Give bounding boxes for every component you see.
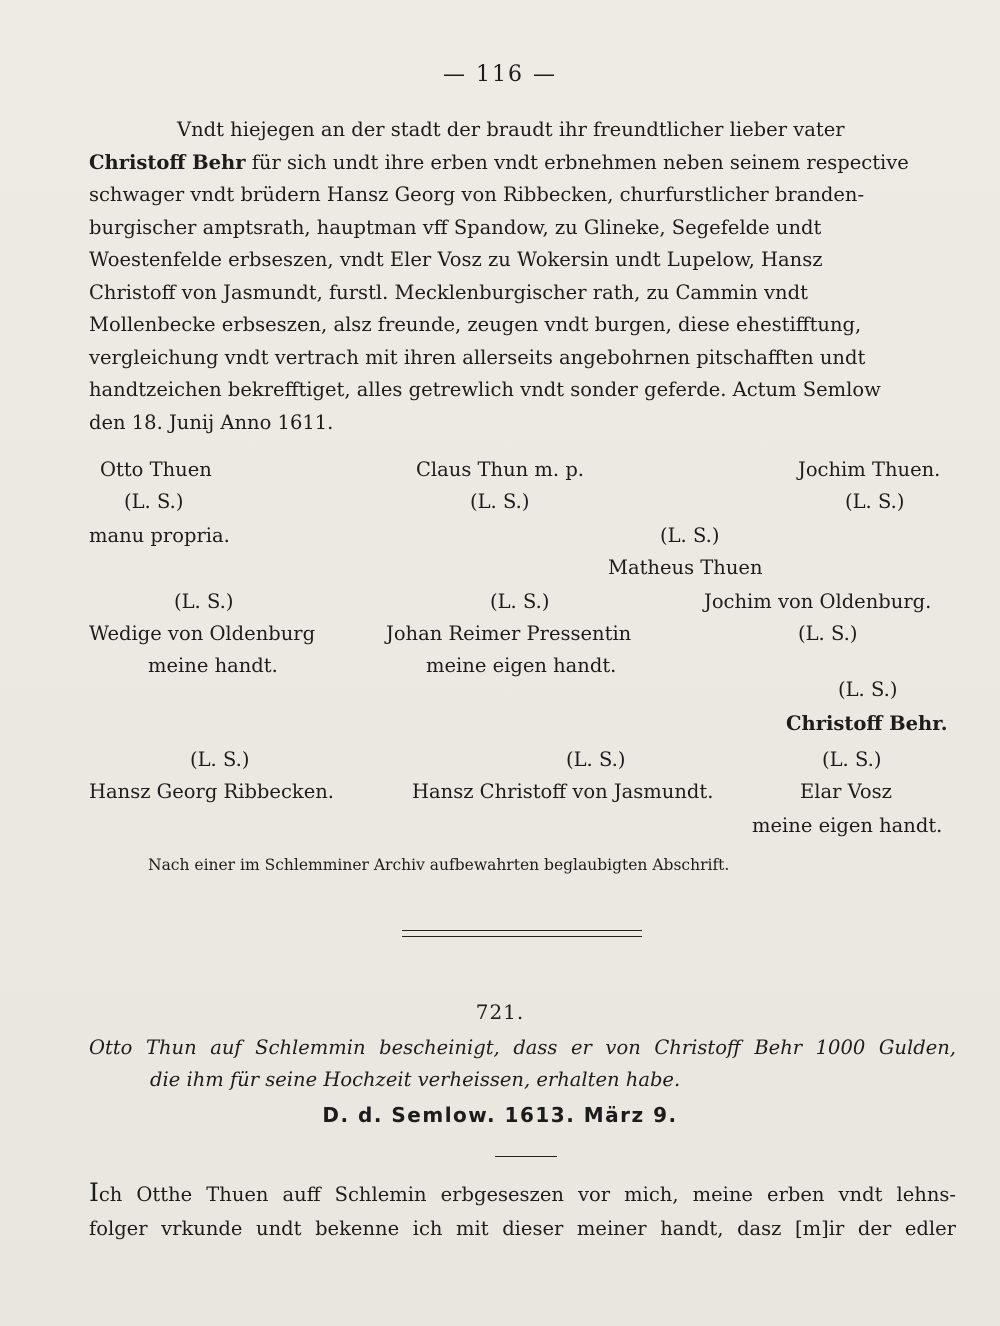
signature-jochim-oldenburg-name: Jochim von Oldenburg. (704, 590, 932, 613)
summary-line-2: die ihm für seine Hochzeit verheissen, erhalten habe. (150, 1068, 681, 1091)
paragraph-line-4: burgischer amptsrath, hauptman vff Spandow, zu Glineke, Segefelde undt (89, 215, 822, 239)
charter-paragraph (89, 114, 956, 439)
section-divider (402, 930, 642, 937)
signature-elar-note: meine eigen handt. (752, 814, 943, 837)
page-number: — 116 — (443, 62, 557, 87)
signature-behr-name: Christoff Behr. (786, 712, 948, 735)
signature-jochim-seal: (L. S.) (845, 490, 905, 513)
short-divider (495, 1156, 557, 1157)
signature-claus-name: Claus Thun m. p. (416, 458, 584, 481)
signature-claus-seal: (L. S.) (470, 490, 530, 513)
signature-johan-seal: (L. S.) (490, 590, 550, 613)
paragraph-line-2: Christoff Behr für sich undt ihre erben vndt erbnehmen neben seinem respective (89, 150, 909, 174)
paragraph-line-3: schwager vndt brüdern Hansz Georg von Ribbecken, churfurstlicher branden- (89, 183, 865, 206)
document-body (89, 1176, 956, 1246)
signature-otto-note: manu propria. (89, 524, 230, 547)
signature-matheus-seal: (L. S.) (660, 524, 720, 547)
paragraph-line-6: Christoff von Jasmundt, furstl. Mecklenburgischer rath, zu Cammin vndt (89, 280, 808, 304)
source-note: Nach einer im Schlemminer Archiv aufbewahrten beglaubigten Abschrift. (148, 856, 730, 874)
signature-elar-name: Elar Vosz (800, 780, 892, 803)
signature-hansz-christoff-name: Hansz Christoff von Jasmundt. (412, 780, 714, 803)
paragraph-line-7: Mollenbecke erbseszen, alsz freunde, zeugen vndt burgen, diese ehestifftung, (89, 313, 862, 336)
paragraph-line-10: den 18. Junij Anno 1611. (89, 410, 334, 434)
summary-line-1: Otto Thun auf Schlemmin bescheinigt, dass er von Christoff Behr 1000 Gulden, (89, 1036, 956, 1059)
signature-hansz-georg-seal: (L. S.) (190, 748, 250, 771)
body-line-1: Ich Otthe Thuen auff Schlemin erbgeseszen vor mich, meine erben vndt lehns- (89, 1178, 956, 1207)
signature-jochim-oldenburg-seal: (L. S.) (798, 622, 858, 645)
initial-letter: I (89, 1178, 99, 1207)
paragraph-line-5: Woestenfelde erbseszen, vndt Eler Vosz zu Wokersin undt Lupelow, Hansz (89, 248, 823, 271)
signature-hansz-georg-name: Hansz Georg Ribbecken. (89, 780, 334, 803)
signature-wedige-name: Wedige von Oldenburg (89, 622, 316, 645)
bold-name: Christoff Behr (89, 150, 246, 174)
signature-johan-name: Johan Reimer Pressentin (386, 622, 632, 645)
body-line-2: folger vrkunde undt bekenne ich mit dieser meiner handt, dasz [m]ir der edler (89, 1217, 956, 1240)
signature-jochim-name: Jochim Thuen. (798, 458, 941, 481)
signature-behr-seal: (L. S.) (838, 678, 898, 701)
paragraph-line-9: handtzeichen bekrefftiget, alles getrewlich vndt sonder geferde. Actum Semlow (89, 378, 881, 401)
signature-matheus-name: Matheus Thuen (608, 556, 763, 579)
signature-johan-note: meine eigen handt. (426, 654, 617, 677)
signature-otto-name: Otto Thuen (100, 458, 212, 481)
paragraph-line-1: Vndt hiejegen an der stadt der braudt ihr freundtlicher lieber vater (177, 118, 845, 141)
document-number: 721. (475, 1000, 525, 1024)
paragraph-line-8: vergleichung vndt vertrach mit ihren allerseits angebohrnen pitschafften undt (89, 345, 866, 369)
signature-elar-seal: (L. S.) (822, 748, 882, 771)
signature-wedige-note: meine handt. (148, 654, 278, 677)
signature-wedige-seal: (L. S.) (174, 590, 234, 613)
signature-hansz-christoff-seal: (L. S.) (566, 748, 626, 771)
dateline: D. d. Semlow. 1613. März 9. (322, 1103, 678, 1127)
signature-otto-seal: (L. S.) (124, 490, 184, 513)
